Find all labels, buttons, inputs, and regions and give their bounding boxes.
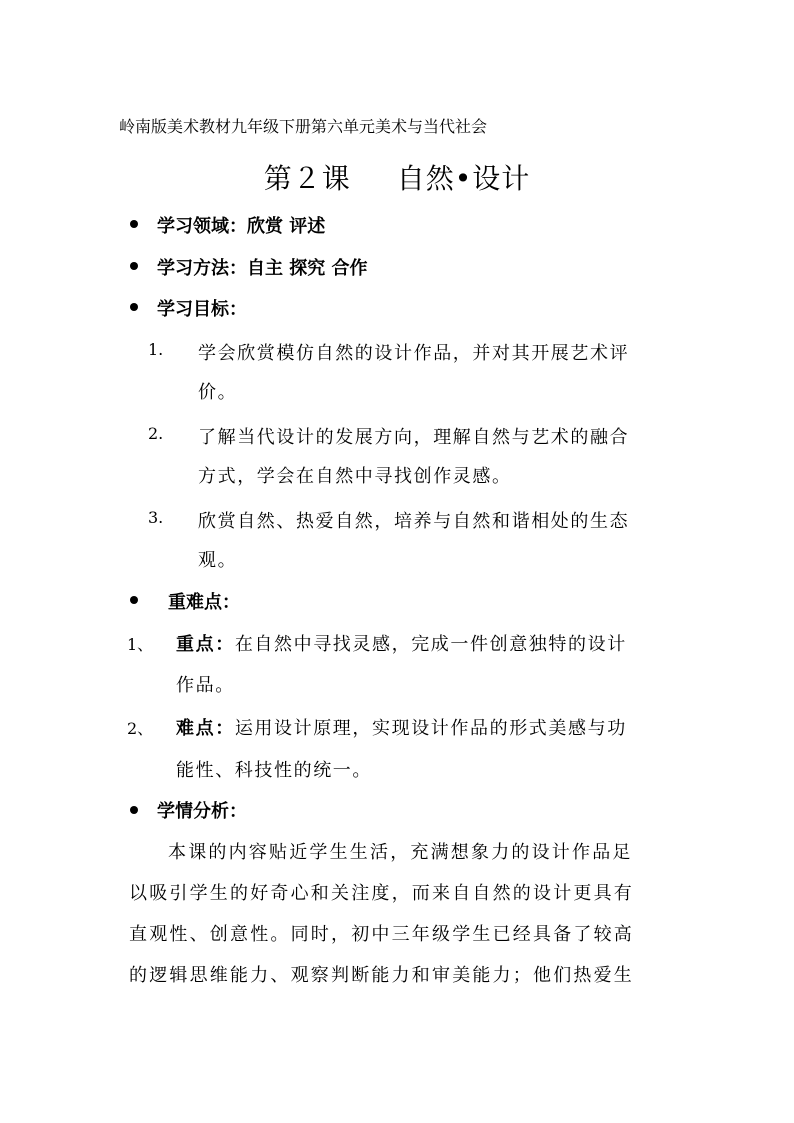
- learning-domain-value: 欣赏 评述: [247, 216, 326, 237]
- analysis-paragraph-line: 本课的内容贴近学生生活，充满想象力的设计作品足: [168, 842, 633, 863]
- learning-domain-label: 学习领域：: [157, 216, 247, 237]
- key-point-label: 重点：: [176, 634, 235, 655]
- bullet-icon: [130, 303, 138, 311]
- key-point-content: 运用设计原理，实现设计作品的形式美感与功: [234, 718, 627, 739]
- analysis-label: 学情分析：: [157, 801, 247, 822]
- goal-item-number: 2.: [148, 424, 164, 443]
- key-point-text: [176, 630, 627, 656]
- key-point-text-cont: 能性、科技性的统一。: [176, 760, 372, 781]
- lesson-name: 自然•设计: [396, 162, 531, 195]
- learning-method-label: 学习方法：: [157, 258, 247, 279]
- analysis-paragraph-line: 的逻辑思维能力、观察判断能力和审美能力；他们热爱生: [129, 965, 634, 986]
- bullet-icon: [130, 220, 138, 228]
- learning-goals-label: 学习目标：: [157, 299, 247, 320]
- document-subtitle: 岭南版美术教材九年级下册第六单元美术与当代社会: [119, 117, 488, 136]
- key-point-text-cont: 作品。: [176, 675, 235, 696]
- goal-item-text-cont: 观。: [198, 550, 238, 571]
- lesson-number: 第２课: [263, 162, 351, 195]
- goal-item-number: 1.: [148, 340, 164, 359]
- lesson-title: [0, 157, 794, 197]
- key-point-number: 2、: [127, 719, 154, 738]
- key-point-label: 难点：: [176, 718, 235, 739]
- goal-item-text: 了解当代设计的发展方向，理解自然与艺术的融合: [198, 427, 630, 448]
- bullet-icon: [130, 262, 138, 270]
- bullet-icon: [130, 806, 138, 814]
- key-point-text: [176, 714, 627, 740]
- key-points-label: 重难点：: [168, 592, 240, 613]
- analysis-paragraph-line: 直观性、创意性。同时，初中三年级学生已经具备了较高: [129, 924, 634, 945]
- key-point-content: 在自然中寻找灵感，完成一件创意独特的设计: [234, 634, 627, 655]
- learning-method: [157, 254, 368, 280]
- goal-item-number: 3.: [148, 508, 164, 527]
- learning-method-value: 自主 探究 合作: [247, 258, 368, 279]
- bullet-icon: [130, 596, 138, 604]
- analysis-paragraph-line: 以吸引学生的好奇心和关注度，而来自自然的设计更具有: [129, 883, 634, 904]
- goal-item-text-cont: 价。: [198, 382, 238, 403]
- learning-domain: [157, 212, 325, 238]
- goal-item-text: 学会欣赏模仿自然的设计作品，并对其开展艺术评: [198, 343, 630, 364]
- goal-item-text-cont: 方式，学会在自然中寻找创作灵感。: [198, 466, 512, 487]
- key-point-number: 1、: [127, 635, 154, 654]
- goal-item-text: 欣赏自然、热爱自然，培养与自然和谐相处的生态: [198, 511, 630, 532]
